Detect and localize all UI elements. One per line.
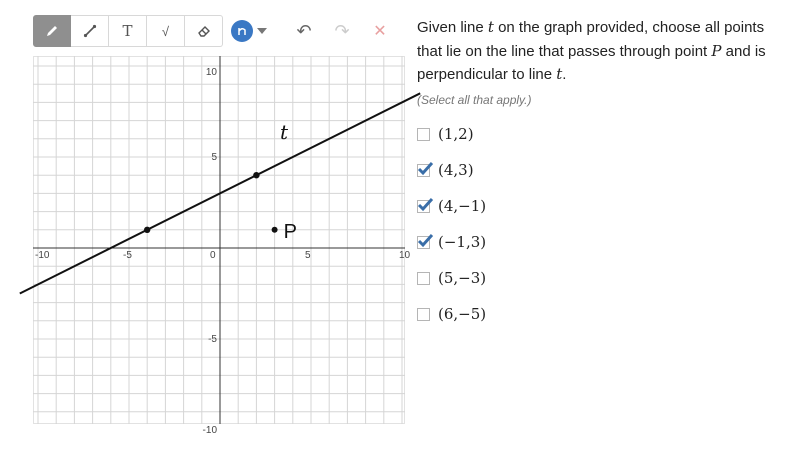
line-t-point xyxy=(253,172,259,178)
graph-background xyxy=(34,57,405,424)
x-tick-label: 0 xyxy=(210,250,216,261)
sqrt-icon: √ xyxy=(161,23,170,39)
clear-button[interactable] xyxy=(361,15,399,47)
y-tick-label: 5 xyxy=(211,152,217,163)
undo-icon: ↶ xyxy=(296,20,312,41)
line-icon xyxy=(83,24,97,38)
x-tick-label: 10 xyxy=(399,250,411,261)
point-p-label: P xyxy=(283,220,297,243)
choice-item[interactable] xyxy=(417,260,486,296)
checkbox[interactable] xyxy=(417,308,430,321)
choice-label: (4,3) xyxy=(438,161,474,179)
choice-label: (−1,3) xyxy=(438,233,487,251)
choice-item[interactable] xyxy=(417,152,486,188)
checkmark-icon xyxy=(416,159,434,177)
question-var-t2: t xyxy=(556,65,563,83)
question-var-t: t xyxy=(487,18,494,36)
close-icon: ✕ xyxy=(373,23,387,40)
x-tick-label: 5 xyxy=(305,250,311,261)
checkbox[interactable] xyxy=(417,236,430,249)
point-p xyxy=(272,227,278,233)
checkmark-icon xyxy=(416,231,434,249)
question-part1: Given line xyxy=(417,19,488,36)
question-part3: and is perpendicular to line xyxy=(417,42,766,83)
checkbox[interactable] xyxy=(417,200,430,213)
text-tool-button[interactable] xyxy=(109,15,147,47)
select-hint: (Select all that apply.) xyxy=(417,93,532,107)
checkbox[interactable] xyxy=(417,128,430,141)
x-tick-label: -5 xyxy=(123,250,132,261)
x-tick-label: -10 xyxy=(35,250,50,261)
choice-label: (1,2) xyxy=(438,125,474,143)
checkbox[interactable] xyxy=(417,164,430,177)
drawing-toolbar xyxy=(33,14,405,48)
y-tick-label: -5 xyxy=(208,334,217,345)
line-t-label: t xyxy=(280,119,289,144)
question-part2: on the graph provided, choose all points that lie on the line that passes through point xyxy=(417,19,765,60)
choice-label: (4,−1) xyxy=(438,197,487,215)
choice-label: (5,−3) xyxy=(438,269,487,287)
y-tick-label: 10 xyxy=(205,67,217,78)
undo-button[interactable] xyxy=(285,15,323,47)
choice-item[interactable] xyxy=(417,224,486,260)
mode-icon xyxy=(231,20,253,42)
y-tick-label: -10 xyxy=(202,425,217,436)
answer-choices xyxy=(417,116,486,332)
choice-label: (6,−5) xyxy=(438,305,487,323)
coordinate-graph[interactable] xyxy=(33,56,411,436)
sqrt-tool-button[interactable] xyxy=(147,15,185,47)
checkmark-icon xyxy=(416,195,434,213)
choice-item[interactable] xyxy=(417,296,486,332)
checkbox[interactable] xyxy=(417,272,430,285)
text-tool-label: T xyxy=(122,22,133,40)
eraser-tool-button[interactable] xyxy=(185,15,223,47)
line-tool-button[interactable] xyxy=(71,15,109,47)
pencil-tool-button[interactable] xyxy=(33,15,71,47)
chevron-down-icon xyxy=(257,28,267,34)
line-t-point xyxy=(144,227,150,233)
redo-button[interactable] xyxy=(323,15,361,47)
choice-item[interactable] xyxy=(417,188,486,224)
redo-icon: ↷ xyxy=(334,20,350,41)
mode-dropdown[interactable] xyxy=(231,20,267,42)
question-part4: . xyxy=(562,66,567,83)
choice-item[interactable] xyxy=(417,116,486,152)
graph-panel[interactable] xyxy=(33,56,411,436)
eraser-icon xyxy=(197,24,211,38)
question-text xyxy=(417,16,787,87)
pencil-icon xyxy=(45,24,59,38)
question-var-p: P xyxy=(711,41,722,60)
